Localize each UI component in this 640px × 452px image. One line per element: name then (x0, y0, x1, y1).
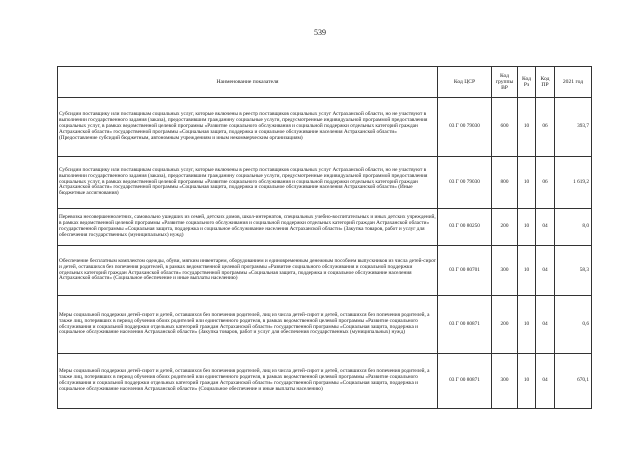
header-year: 2021 год (555, 67, 592, 98)
row-kcsr: 03 Г 00 79030 (438, 157, 492, 209)
header-pr: Код ПР (536, 67, 555, 98)
row-pr: 04 (536, 354, 555, 409)
row-kcsr: 03 Г 00 80871 (438, 296, 492, 354)
row-rz: 10 (518, 246, 536, 296)
page-number: 539 (314, 28, 326, 37)
row-kcsr: 03 Г 00 80701 (438, 246, 492, 296)
row-kcsr: 03 Г 00 80250 (438, 209, 492, 246)
row-pr: 04 (536, 296, 555, 354)
row-kvr: 200 (492, 209, 518, 246)
budget-table (57, 66, 592, 409)
row-pr: 06 (536, 157, 555, 209)
row-kvr: 300 (492, 246, 518, 296)
table-row (58, 354, 592, 409)
row-name: Меры социальной поддержки детей-сирот и детей, оставшихся без попечения родителей, лиц из числа детей-сирот и детей, оставшихся без попечения родителей, а также лиц, потерявших в период обучения обоих родителей или единственного родителя, в рамках ведомственной целевой программы «Развитие социального обслуживания и социальной поддержки отдельных категорий граждан Астраханской области» государственной программы «Социальная защита, поддержка и социальное обслуживание населения Астраханской области» (Закупка товаров, работ и услуг для обеспечения государственных (муниципальных) нужд) (58, 296, 438, 354)
row-kvr: 300 (492, 354, 518, 409)
row-kcsr: 03 Г 00 80871 (438, 354, 492, 409)
row-kvr: 800 (492, 157, 518, 209)
table-header-row (58, 67, 592, 98)
row-rz: 10 (518, 209, 536, 246)
row-rz: 10 (518, 157, 536, 209)
row-name: Субсидии поставщику или поставщикам социальных услуг, которые включены в реестр поставщиков социальных услуг Астраханской области, но не участвуют в выполнении государственного задания (заказа), предоставившим гражданину социальные услуги, предусмотренные индивидуальной программой предоставления социальных услуг, в рамках ведомственной целевой программы «Развитие социального обслуживания и социальной поддержки отдельных категорий граждан Астраханской области» государственной программы «Социальная защита, поддержка и социальное обслуживание населения Астраханской области» (Иные бюджетные ассигнования) (58, 157, 438, 209)
table-row (58, 209, 592, 246)
row-pr: 06 (536, 98, 555, 157)
row-amount: 393,7 (555, 98, 592, 157)
row-pr: 04 (536, 209, 555, 246)
table-row (58, 246, 592, 296)
row-amount: 58,3 (555, 246, 592, 296)
row-name: Субсидии поставщику или поставщикам социальных услуг, которые включены в реестр поставщиков социальных услуг Астраханской области, но не участвуют в выполнении государственного задания (заказа), предоставившим гражданину социальные услуги, предусмотренные индивидуальной программой предоставления социальных услуг, в рамках ведомственной целевой программы «Развитие социального обслуживания и социальной поддержки отдельных категорий граждан Астраханской области» государственной программы «Социальная защита, поддержка и социальное обслуживание населения Астраханской области» (Предоставление субсидий бюджетным, автономным учреждениям и иным некоммерческим организациям) (58, 98, 438, 157)
row-name: Меры социальной поддержки детей-сирот и детей, оставшихся без попечения родителей, лиц из числа детей-сирот и детей, оставшихся без попечения родителей, а также лиц, потерявших в период обучения обоих родителей или единственного родителя, в рамках ведомственной целевой программы «Развитие социального обслуживания и социальной поддержки отдельных категорий граждан Астраханской области» государственной программы «Социальная защита, поддержка и социальное обслуживание населения Астраханской области» (Социальное обеспечение и иные выплаты населению) (58, 354, 438, 409)
row-name: Перевозка несовершеннолетних, самовольно ушедших из семей, детских домов, школ-интернатов, специальных учебно-воспитательных и иных детских учреждений, в рамках ведомственной целевой программы «Развитие социального обслуживания и социальной поддержки отдельных категорий граждан Астраханской области» государственной программы «Социальная защита, поддержка и социальное обслуживание населения Астраханской области» (Закупка товаров, работ и услуг для обеспечения государственных (муниципальных) нужд) (58, 209, 438, 246)
row-pr: 04 (536, 246, 555, 296)
table-row (58, 157, 592, 209)
row-rz: 10 (518, 296, 536, 354)
row-amount: 0,6 (555, 296, 592, 354)
row-rz: 10 (518, 98, 536, 157)
row-kcsr: 03 Г 00 79030 (438, 98, 492, 157)
row-name: Обеспечение бесплатным комплектом одежды, обуви, мягким инвентарем, оборудованием и единовременным денежным пособием выпускников из числа детей-сирот и детей, оставшихся без попечения родителей, в рамках ведомственной целевой программы «Развитие социального обслуживания и социальной поддержки отдельных категорий граждан Астраханской области» государственной программы «Социальная защита, поддержка и социальное обслуживание населения Астраханской области» (Социальное обеспечение и иные выплаты населению) (58, 246, 438, 296)
table-row (58, 296, 592, 354)
row-kvr: 600 (492, 98, 518, 157)
row-rz: 10 (518, 354, 536, 409)
header-kvr: Код группы ВР (492, 67, 518, 98)
row-amount: 8,0 (555, 209, 592, 246)
header-rz: Код Рз (518, 67, 536, 98)
table-row (58, 98, 592, 157)
row-amount: 1 619,2 (555, 157, 592, 209)
header-kcsr: Код ЦСР (438, 67, 492, 98)
header-name: Наименование показателя (58, 67, 438, 98)
row-amount: 670,1 (555, 354, 592, 409)
row-kvr: 200 (492, 296, 518, 354)
